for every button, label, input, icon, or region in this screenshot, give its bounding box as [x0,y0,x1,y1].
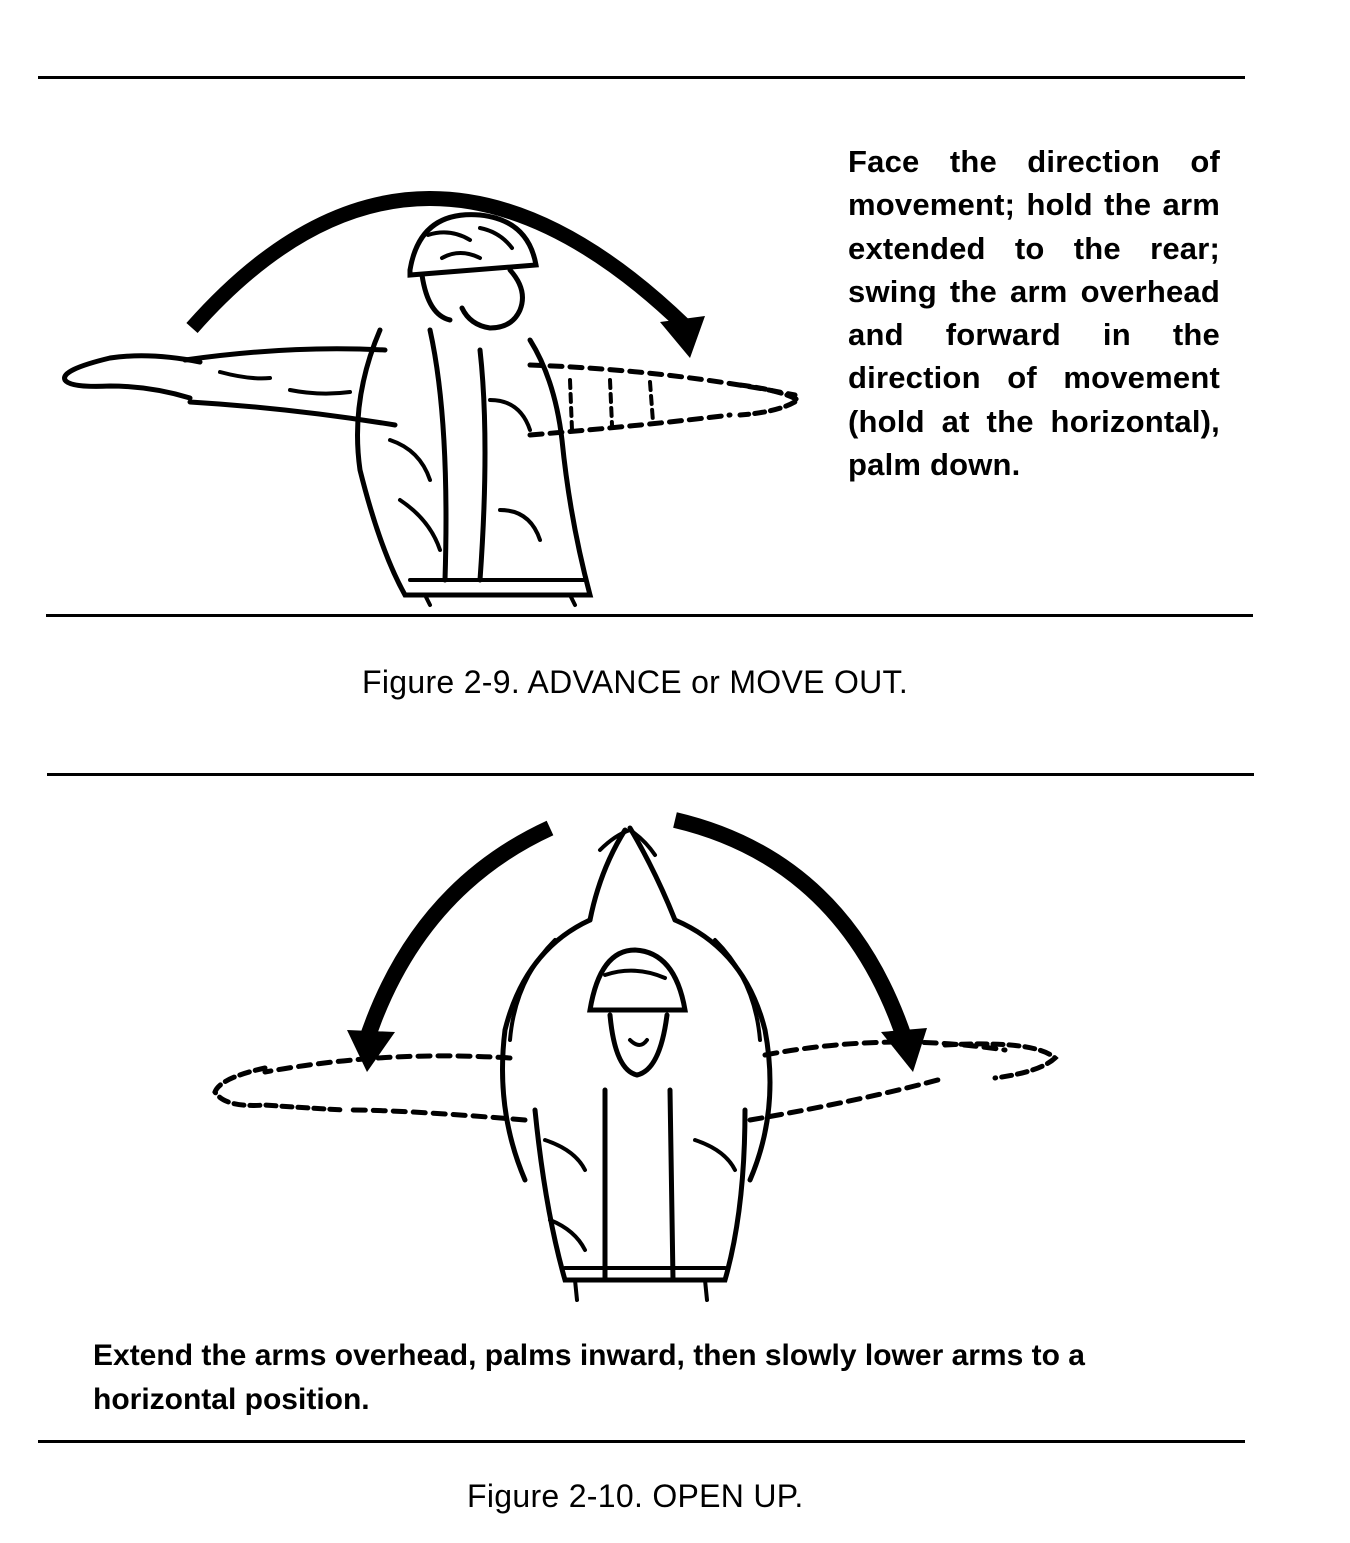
figure-10-caption: Figure 2-10. OPEN UP. [467,1478,804,1514]
advance-signal-illustration [50,140,820,610]
soldier-figure-arms-raised [215,828,1055,1300]
figure-10-bottom-rule [38,1440,1245,1443]
open-up-signal-illustration [205,810,1075,1310]
advance-signal-description: Face the direction of movement; hold the arm extended to the rear; swing the arm overhead and forward in the direction of movement (hold at the horizontal), palm down. [848,144,1220,483]
figure-9-caption: Figure 2-9. ADVANCE or MOVE OUT. [362,664,909,700]
figure-10-top-rule [47,773,1254,776]
top-rule [38,76,1245,79]
left-lowering-arrow-icon [347,828,550,1072]
soldier-figure [65,215,798,605]
figure-9-bottom-rule [46,614,1253,617]
open-up-signal-description: Extend the arms overhead, palms inward, then slowly lower arms to a horizontal position. [93,1339,1085,1416]
